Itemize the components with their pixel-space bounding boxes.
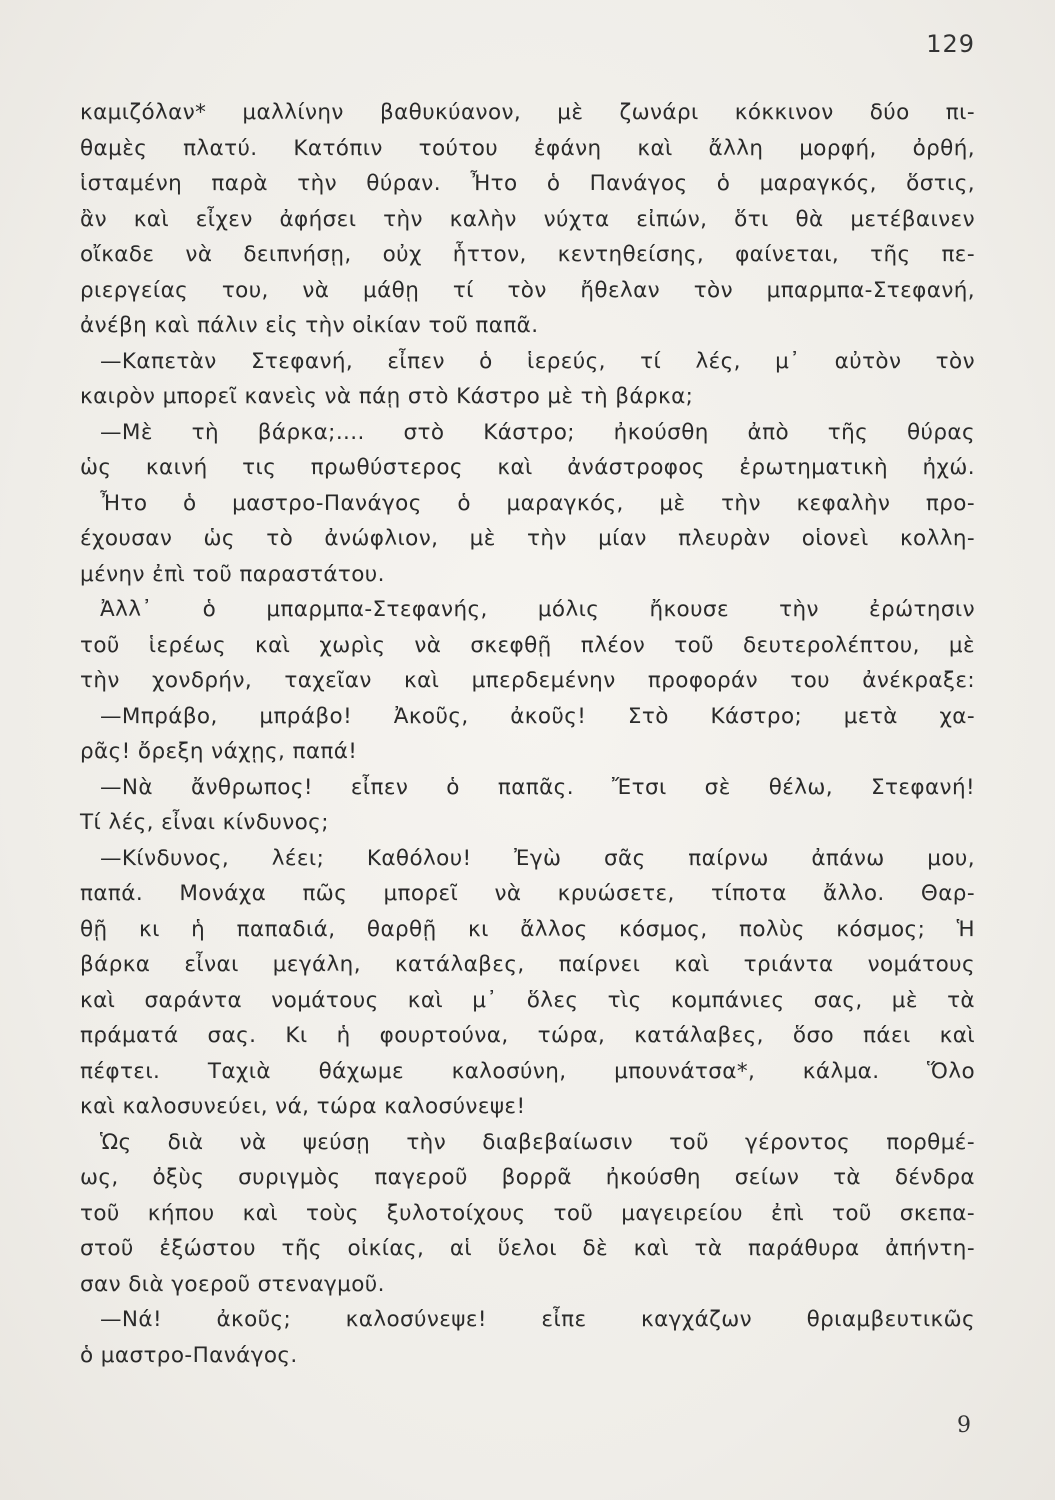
text-line: ὡς καινή τις πρωθύστερος καὶ ἀνάστροφος ἐρωτηματικὴ ἠχώ. [80, 455, 975, 480]
text-line: έχουσαν ὡς τὸ ἀνώφλιον, μὲ τὴν μίαν πλευρὰν οἱονεὶ κολλη- [80, 526, 975, 551]
text-line: —Καπετὰν Στεφανή, εἶπεν ὁ ἱερεύς, τί λές, μ᾿ αὐτὸν τὸν [100, 348, 975, 374]
text-line: στοῦ ἐξώστου τῆς οἰκίας, αἱ ὕελοι δὲ καὶ τὰ παράθυρα ἀπήντη- [80, 1236, 975, 1261]
text-line: —Μπράβο, μπράβο! Ἀκοῦς, ἀκοῦς! Στὸ Κάστρο; μετὰ χα- [100, 703, 975, 729]
text-line: τοῦ ἱερέως καὶ χωρὶς νὰ σκεφθῇ πλέον τοῦ δευτερολέπτου, μὲ [80, 632, 975, 658]
text-line: ρᾶς! ὄρεξη νάχῃς, παπά! [80, 739, 358, 764]
text-line: καὶ καλοσυνεύει, νά, τώρα καλοσύνεψε! [80, 1094, 526, 1119]
text-line: Ὡς διὰ νὰ ψεύσῃ τὴν διαβεβαίωσιν τοῦ γέροντος πορθμέ- [100, 1129, 975, 1155]
text-line: ἱσταμένη παρὰ τὴν θύραν. Ἦτο ὁ Πανάγος ὁ μαραγκός, ὅστις, [80, 171, 975, 196]
text-line: καὶ σαράντα νομάτους καὶ μ᾿ ὅλες τὶς κομπάνιες σας, μὲ τὰ [80, 987, 975, 1013]
text-line: θῇ κι ἡ παπαδιά, θαρθῇ κι ἄλλος κόσμος, πολὺς κόσμος; Ἡ [80, 916, 975, 942]
signature-mark: 9 [957, 1413, 971, 1438]
text-line: πράματά σας. Κι ἡ φουρτούνα, τώρα, κατάλαβες, ὅσο πάει καὶ [80, 1023, 975, 1048]
text-line: ὁ μαστρο-Πανάγος. [80, 1342, 298, 1368]
text-line: τὴν χονδρήν, ταχεῖαν καὶ μπερδεμένην προφοράν του ἀνέκραξε: [80, 668, 975, 693]
text-line: ως, ὀξὺς συριγμὸς παγεροῦ βορρᾶ ἠκούσθη σείων τὰ δένδρα [80, 1165, 975, 1190]
page-number: 129 [926, 30, 975, 58]
text-line: —Νὰ ἄνθρωπος! εἶπεν ὁ παπᾶς. Ἔτσι σὲ θέλω, Στεφανή! [100, 774, 975, 800]
text-line: ἂν καὶ εἶχεν ἀφήσει τὴν καλὴν νύχτα εἰπών, ὅτι θὰ μετέβαινεν [80, 206, 975, 232]
text-line: Ἦτο ὁ μαστρο-Πανάγος ὁ μαραγκός, μὲ τὴν κεφαλὴν προ- [100, 490, 975, 516]
text-line: ἀνέβη καὶ πάλιν εἰς τὴν οἰκίαν τοῦ παπᾶ. [80, 313, 539, 338]
text-line: θαμὲς πλατύ. Κατόπιν τούτου ἐφάνη καὶ ἄλλη μορφή, ὀρθή, [80, 135, 975, 161]
text-line: —Νά! ἀκοῦς; καλοσύνεψε! εἶπε καγχάζων θριαμβευτικῶς [100, 1307, 975, 1332]
text-line: ριεργείας του, νὰ μάθῃ τί τὸν ἤθελαν τὸν μπαρμπα-Στεφανή, [80, 277, 975, 303]
text-line: —Μὲ τὴ βάρκα;.... στὸ Κάστρο; ἠκούσθη ἀπὸ τῆς θύρας [100, 419, 975, 445]
text-line: πέφτει. Ταχιὰ θάχωμε καλοσύνη, μπουνάτσα*, κάλμα. Ὅλο [80, 1058, 975, 1084]
body-text [80, 95, 975, 1373]
text-line: καιρὸν μπορεῖ κανεὶς νὰ πάῃ στὸ Κάστρο μὲ τὴ βάρκα; [80, 384, 694, 409]
text-line: οἴκαδε νὰ δειπνήσῃ, οὐχ ἧττον, κεντηθείσης, φαίνεται, τῆς πε- [80, 242, 975, 267]
text-line: τοῦ κήπου καὶ τοὺς ξυλοτοίχους τοῦ μαγειρείου ἐπὶ τοῦ σκεπα- [80, 1200, 975, 1226]
text-line: βάρκα εἶναι μεγάλη, κατάλαβες, παίρνει καὶ τριάντα νομάτους [80, 952, 975, 977]
text-line: σαν διὰ γοεροῦ στεναγμοῦ. [80, 1271, 385, 1297]
text-line: μένην ἐπὶ τοῦ παραστάτου. [80, 561, 385, 587]
text-line: παπά. Μονάχα πῶς μπορεῖ νὰ κρυώσετε, τίποτα ἄλλο. Θαρ- [80, 881, 975, 906]
text-line: Ἀλλ᾿ ὁ μπαρμπα-Στεφανής, μόλις ἤκουσε τὴν ἐρώτησιν [100, 597, 975, 622]
text-line: —Κίνδυνος, λέει; Καθόλου! Ἐγὼ σᾶς παίρνω ἀπάνω μου, [100, 845, 975, 871]
text-line: καμιζόλαν* μαλλίνην βαθυκύανον, μὲ ζωνάρι κόκκινον δύο πι- [80, 100, 975, 125]
text-line: Τί λές, εἶναι κίνδυνος; [80, 810, 329, 835]
